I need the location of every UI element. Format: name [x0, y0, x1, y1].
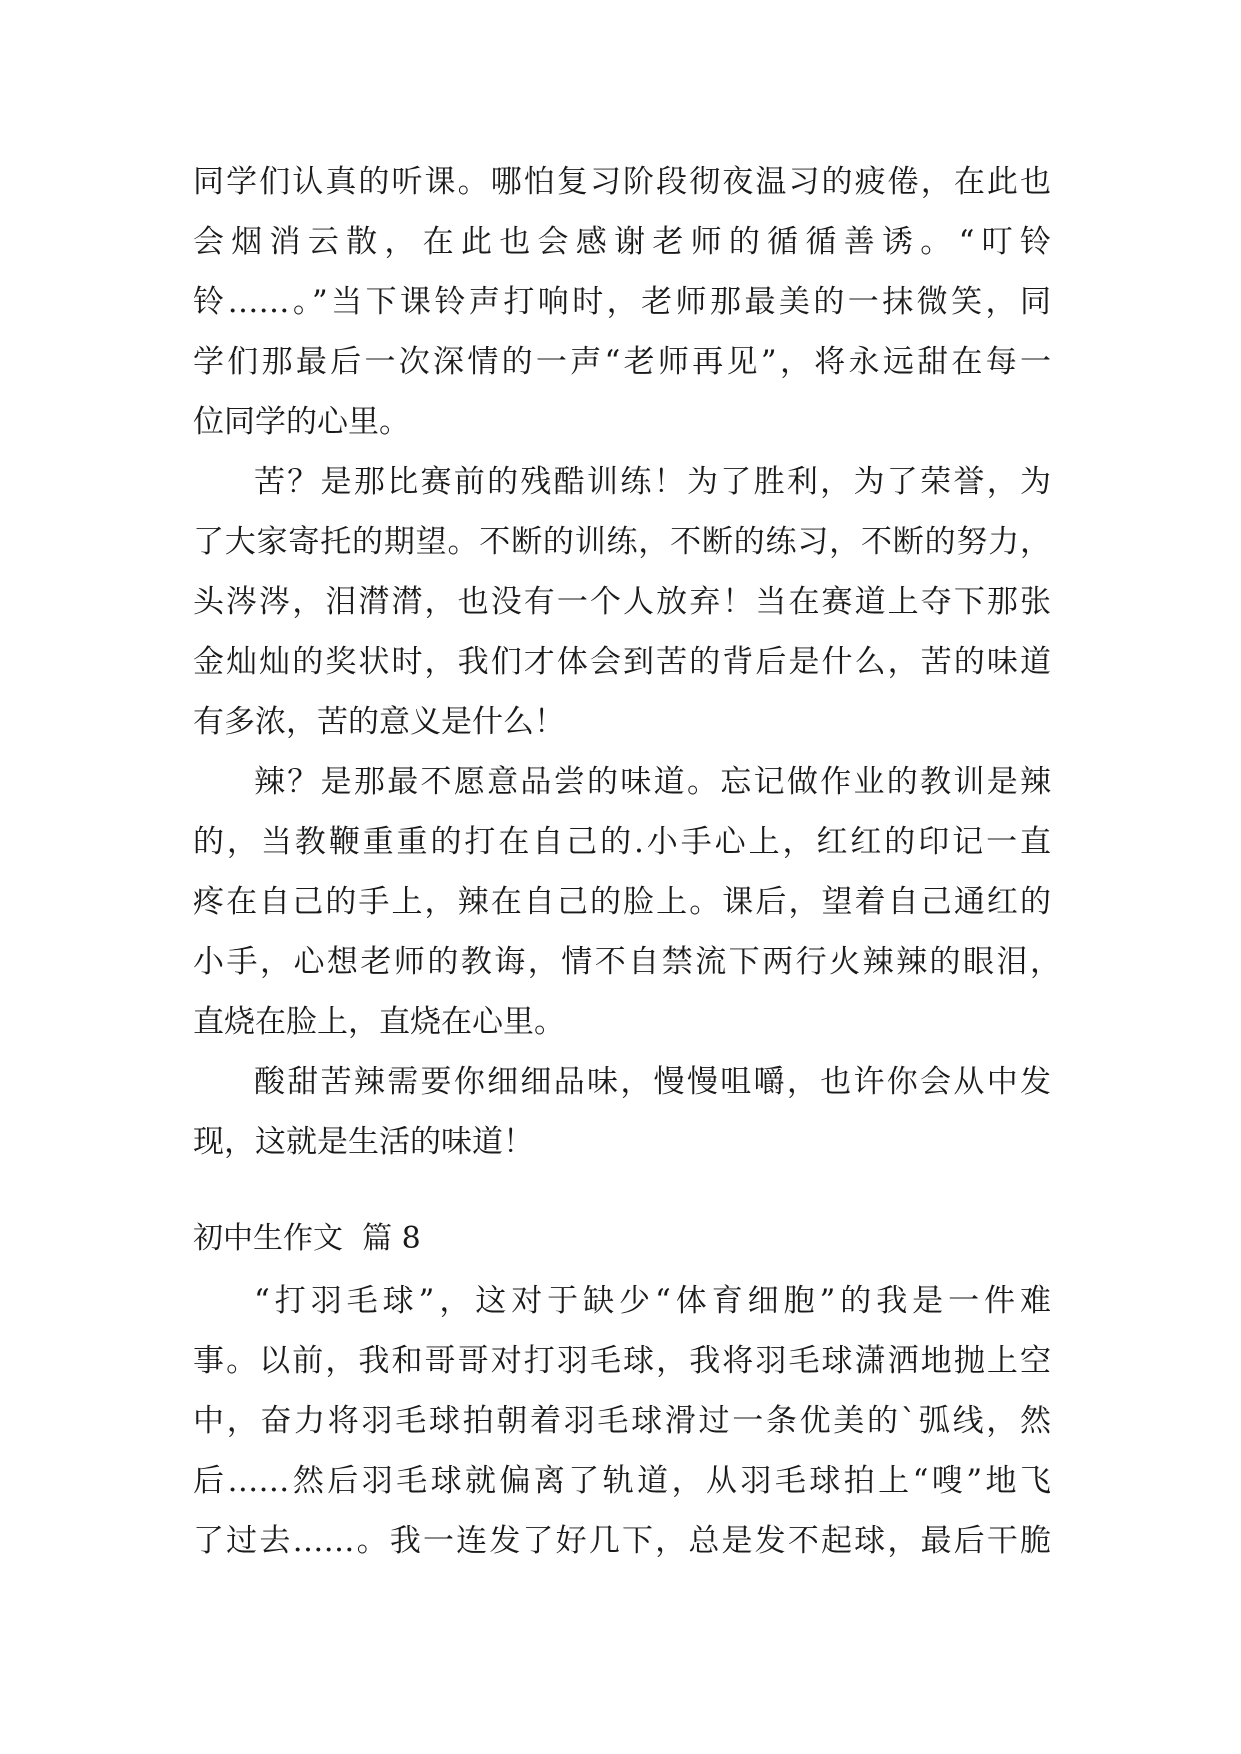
text-line: 了过去……。我一连发了好几下，总是发不起球，最后干脆 [193, 1523, 1051, 1559]
text-line: 直烧在脸上，直烧在心里。 [193, 1004, 565, 1040]
paragraph-first-line: 酸甜苦辣需要你细细品味，慢慢咀嚼，也许你会从中发 [254, 1064, 1051, 1100]
paragraph-first-line: “打羽毛球”，这对于缺少“体育细胞”的我是一件难 [254, 1283, 1051, 1319]
text-line: 有多浓，苦的意义是什么！ [193, 704, 565, 740]
text-line: 会烟消云散，在此也会感谢老师的循循善诱。“叮铃 [193, 224, 1051, 260]
text-line: 位同学的心里。 [193, 404, 410, 440]
text-line: 后……然后羽毛球就偏离了轨道，从羽毛球拍上“嗖”地飞 [193, 1463, 1051, 1499]
text-line: 同学们认真的听课。哪怕复习阶段彻夜温习的疲倦，在此也 [193, 164, 1051, 200]
text-line: 铃……。”当下课铃声打响时，老师那最美的一抹微笑，同 [193, 284, 1051, 320]
text-line: 学们那最后一次深情的一声“老师再见”，将永远甜在每一 [193, 344, 1051, 380]
text-line: 金灿灿的奖状时，我们才体会到苦的背后是什么，苦的味道 [193, 644, 1051, 680]
text-line: 的，当教鞭重重的打在自己的.小手心上，红红的印记一直 [193, 824, 1051, 860]
text-line: 事。以前，我和哥哥对打羽毛球，我将羽毛球潇洒地抛上空 [193, 1343, 1051, 1379]
text-line: 头涔涔，泪潸潸，也没有一个人放弃！当在赛道上夺下那张 [193, 584, 1051, 620]
paragraph-first-line: 辣？是那最不愿意品尝的味道。忘记做作业的教训是辣 [254, 764, 1051, 800]
text-line: 疼在自己的手上，辣在自己的脸上。课后，望着自己通红的 [193, 884, 1051, 920]
text-line: 中，奋力将羽毛球拍朝着羽毛球滑过一条优美的`弧线，然 [193, 1403, 1051, 1439]
text-line: 小手，心想老师的教诲，情不自禁流下两行火辣辣的眼泪， [193, 944, 1061, 980]
section-heading: 初中生作文 篇 8 [193, 1221, 421, 1256]
text-line: 了大家寄托的期望。不断的训练，不断的练习，不断的努力， [193, 524, 1051, 560]
text-line: 现，这就是生活的味道！ [193, 1124, 534, 1160]
paragraph-first-line: 苦？是那比赛前的残酷训练！为了胜利，为了荣誉，为 [254, 464, 1051, 500]
